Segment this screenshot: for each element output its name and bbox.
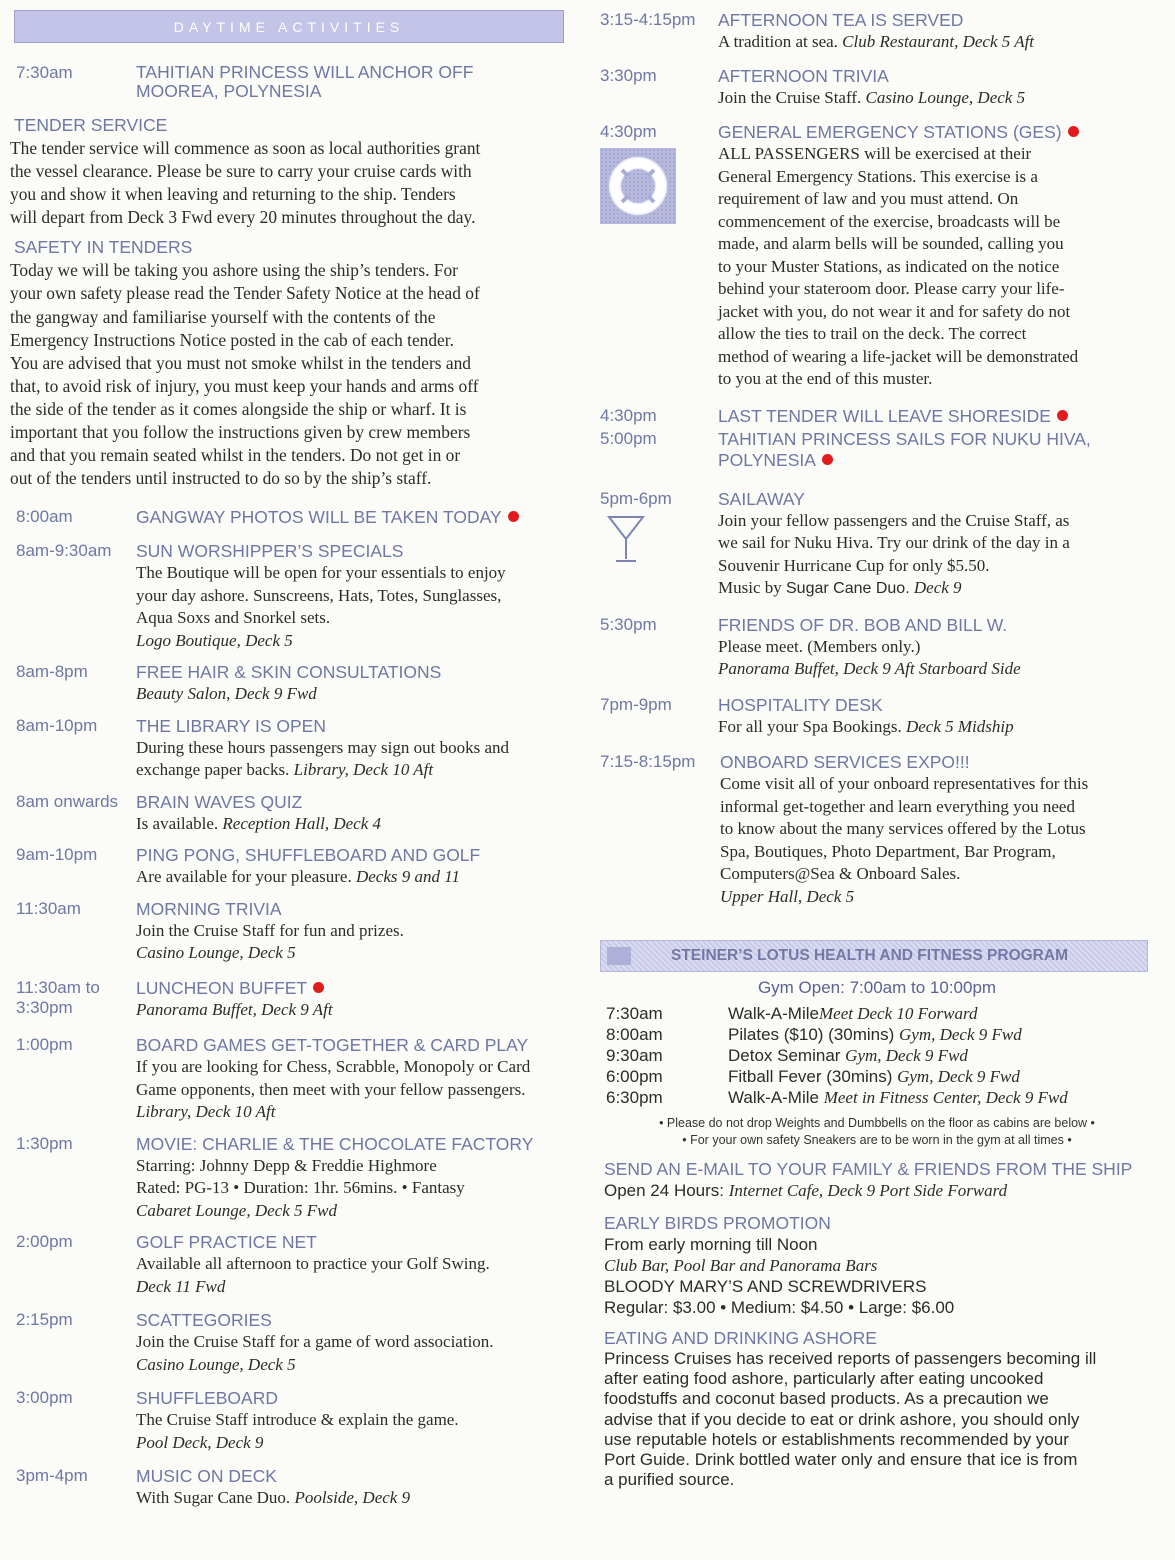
text-line: a purified source. (604, 1470, 735, 1490)
event-brain-waves (10, 792, 566, 836)
text-line: to know about the many services offered by the Lotus (720, 819, 1086, 838)
event-description: Please meet. (Members only.) (718, 636, 921, 656)
event-time: 8am onwards (16, 791, 119, 811)
event-morning-trivia (10, 899, 566, 965)
event-title: SUN WORSHIPPER’S SPECIALS (136, 541, 404, 562)
spa-logo-icon (607, 947, 631, 965)
event-title: SAILAWAY (718, 488, 805, 509)
text-line: requirement of law and you must attend. On (718, 189, 1019, 208)
text-line: Today we will be taking you ashore using the ship’s tenders. For (10, 260, 458, 281)
text-line: The tender service will commence as soon as local authorities grant (10, 138, 481, 158)
text-line: the gangway and familiarise yourself with the contents of the (10, 306, 436, 327)
text-line: Come visit all of your onboard representatives for this (720, 774, 1089, 793)
early-birds-location: Club Bar, Pool Bar and Panorama Bars (604, 1256, 878, 1275)
fitness-location: Meet Deck 10 Forward (818, 1004, 978, 1023)
event-time (10, 978, 136, 1022)
text-line: the side of the tender as it comes alongside the ship or wharf. It is (10, 398, 467, 419)
safety-tenders-heading: SAFETY IN TENDERS (14, 237, 193, 258)
event-time: 3:30pm (600, 65, 657, 85)
text-line: allow the ties to trail on the deck. The correct (718, 324, 1027, 343)
text-line: Emergency Instructions Notice posted in the cab of each tender. (10, 329, 454, 350)
event-title: LUNCHEON BUFFET (136, 977, 308, 998)
event-time-block (598, 122, 718, 391)
eating-ashore-text (604, 1349, 1156, 1490)
text-line: Join your fellow passengers and the Cruise Staff, as (718, 510, 1070, 530)
event-title: FREE HAIR & SKIN CONSULTATIONS (136, 662, 442, 683)
fitness-location: Gym, Deck 9 Fwd (899, 1025, 1022, 1044)
event-description (718, 510, 1156, 601)
event-board-games (10, 1035, 566, 1124)
event-luncheon-buffet (10, 978, 566, 1022)
red-dot-icon (1057, 410, 1068, 421)
event-description (718, 143, 1156, 391)
event-description: The Boutique will be open for your essentials to enjoy your day ashore. Sunscreens, Hats, Totes, Sunglasses, Aqua Soxs and Snorkel sets. (136, 563, 506, 628)
fitness-row (598, 1024, 1156, 1045)
event-time: 8:00am (16, 507, 73, 527)
text-line: method of wearing a life-jacket will be demonstrated (718, 346, 1079, 366)
text-line: General Emergency Stations. This exercise is a (718, 166, 1038, 186)
fitness-class: Walk-A-Mile (728, 1088, 819, 1107)
event-title: AFTERNOON TEA IS SERVED (718, 10, 964, 30)
safety-tenders-block (10, 237, 566, 490)
text-line: jacket with you, do not wear it and for safety do not (718, 301, 1071, 321)
text-line: commencement of the exercise, broadcasts will be (718, 211, 1061, 231)
event-time: 2:15pm (16, 1310, 73, 1330)
fitness-program-section (598, 940, 1156, 1149)
event-afternoon-tea (598, 10, 1156, 54)
fitness-location: Gym, Deck 9 Fwd (897, 1067, 1020, 1086)
event-title: GENERAL EMERGENCY STATIONS (GES) (718, 122, 1062, 142)
fitness-class: Detox Seminar (728, 1046, 841, 1065)
event-location: Pool Deck, Deck 9 (136, 1432, 264, 1452)
fitness-time: 7:30am (606, 1004, 663, 1023)
event-title: BRAIN WAVES QUIZ (136, 791, 303, 812)
event-description (720, 773, 1156, 908)
text-line: informal get-together and learn everything you need (720, 796, 1075, 816)
text-line: advise that if you decide to eat or drink ashore, you should only (604, 1409, 1080, 1429)
tender-service-text (10, 137, 566, 229)
fitness-class: Walk-A-Mile (728, 1004, 819, 1023)
event-title: ONBOARD SERVICES EXPO!!! (720, 752, 970, 772)
text-line: important that you follow the instructions given by crew members (10, 422, 471, 443)
event-description: Is available. (136, 813, 219, 833)
event-title-line: POLYNESIA (718, 449, 816, 470)
event-title: GOLF PRACTICE NET (136, 1232, 317, 1253)
event-title: LAST TENDER WILL LEAVE SHORESIDE (718, 405, 1051, 426)
event-services-expo (598, 752, 1156, 908)
email-section (604, 1159, 1156, 1201)
event-title: THE LIBRARY IS OPEN (136, 715, 326, 736)
event-location: Cabaret Lounge, Deck 5 Fwd (136, 1200, 337, 1220)
event-time: 5:30pm (600, 614, 657, 634)
text-line: Computers@Sea & Onboard Sales. (720, 864, 961, 883)
eating-ashore-title: EATING AND DRINKING ASHORE (604, 1328, 877, 1348)
event-time: 7:15-8:15pm (600, 752, 696, 771)
fitness-program-title: STEINER’S LOTUS HEALTH AND FITNESS PROGRAM (671, 947, 1068, 964)
event-title: SHUFFLEBOARD (136, 1388, 278, 1409)
event-time: 3:00pm (16, 1388, 73, 1408)
tender-service-heading: TENDER SERVICE (14, 115, 168, 135)
text-line: you and show it when leaving and returning to the ship. Tenders (10, 184, 456, 205)
fitness-row (598, 1087, 1156, 1108)
event-time: 5:00pm (600, 428, 657, 448)
event-hair-skin (10, 662, 566, 706)
event-title: SCATTEGORIES (136, 1310, 272, 1331)
event-location: Library, Deck 10 Aft (136, 1102, 276, 1122)
event-title-line: TAHITIAN PRINCESS WILL ANCHOR OFF (136, 62, 474, 82)
event-friends-meeting (598, 615, 1156, 681)
event-scattegories (10, 1310, 566, 1376)
event-title: GANGWAY PHOTOS WILL BE TAKEN TODAY (136, 507, 502, 528)
event-time: 9am-10pm (16, 845, 98, 865)
eating-ashore-section (604, 1328, 1156, 1490)
event-description: Join the Cruise Staff for fun and prizes. (136, 920, 404, 940)
fitness-time: 6:00pm (606, 1067, 663, 1086)
event-description: A tradition at sea. (718, 32, 838, 51)
red-dot-icon (508, 511, 519, 522)
event-sailaway (598, 489, 1156, 601)
event-time: 11:30am (16, 898, 81, 918)
text-line: use reputable hotels or establishments recommended by your (604, 1429, 1069, 1449)
event-time: 8am-10pm (16, 715, 98, 735)
fitness-extra: (30mins) (821, 1067, 898, 1086)
event-time: 8am-9:30am (16, 541, 112, 561)
fitness-row (598, 1066, 1156, 1087)
event-title (136, 63, 566, 101)
tender-service-block (10, 115, 566, 229)
text-line: we sail for Nuku Hiva. Try our drink of the day in a (718, 533, 1070, 552)
event-location: Club Restaurant, Deck 5 Aft (842, 32, 1035, 51)
event-title-line: TAHITIAN PRINCESS SAILS FOR NUKU HIVA, (718, 428, 1091, 449)
red-dot-icon (1068, 126, 1079, 137)
event-title: HOSPITALITY DESK (718, 694, 883, 715)
event-location: Logo Boutique, Deck 5 (136, 630, 293, 650)
event-time: 2:00pm (16, 1232, 73, 1252)
fitness-extra: (30mins) (823, 1025, 900, 1044)
text-line: You are advised that you must not smoke whilst in the tenders and (10, 352, 471, 373)
event-hospitality-desk (598, 695, 1156, 739)
text-line: Port Guide. Drink bottled water only and ensure that ice is from (604, 1450, 1078, 1470)
event-golf-net (10, 1232, 566, 1298)
event-description: Available all afternoon to practice your Golf Swing. (136, 1254, 490, 1274)
safety-tenders-text (10, 259, 566, 490)
fitness-location: Gym, Deck 9 Fwd (845, 1046, 968, 1065)
event-last-tender (598, 406, 1156, 427)
event-time-line: 3:30pm (16, 997, 73, 1017)
event-description: Starring: Johnny Depp & Freddie Highmore (136, 1155, 437, 1175)
early-birds-prices: Regular: $3.00 • Medium: $4.50 • Large: $6.00 (604, 1298, 955, 1317)
right-column (598, 10, 1156, 1490)
text-line: after eating food ashore, particularly after eating uncooked (604, 1369, 1044, 1389)
event-gangway-photos (10, 507, 566, 528)
email-title: SEND AN E-MAIL TO YOUR FAMILY & FRIENDS FROM THE SHIP (604, 1159, 1133, 1179)
event-location: Deck 5 Midship (905, 716, 1014, 736)
text-line: behind your stateroom door. Please carry your life- (718, 279, 1065, 298)
event-location: Library, Deck 10 Aft (293, 760, 434, 780)
event-music-on-deck (10, 1466, 566, 1510)
event-rating: Rated: PG-13 • Duration: 1hr. 56mins. • Fantasy (136, 1178, 465, 1198)
event-title: MOVIE: CHARLIE & THE CHOCOLATE FACTORY (136, 1133, 534, 1154)
text-line: your own safety please read the Tender Safety Notice at the head of (10, 283, 480, 304)
event-location: Panorama Buffet, Deck 9 Aft Starboard Side (718, 659, 1021, 678)
text-fragment: Music by (718, 578, 786, 597)
red-dot-icon (822, 454, 833, 465)
event-time: 1:30pm (16, 1133, 73, 1153)
event-time-line: 11:30am to (16, 977, 100, 997)
martini-glass-icon (606, 513, 646, 567)
red-dot-icon (313, 982, 324, 993)
event-description: If you are looking for Chess, Scrabble, Monopoly or Card Game opponents, then meet with your fellow passengers. (136, 1057, 531, 1099)
email-location: Internet Cafe, Deck 9 Port Side Forward (728, 1181, 1008, 1200)
event-location: Decks 9 and 11 (355, 867, 460, 887)
fitness-time: 8:00am (606, 1025, 663, 1044)
event-ship-sails (598, 429, 1156, 471)
fitness-class: Pilates ($10) (728, 1025, 824, 1044)
event-time: 3:15-4:15pm (600, 10, 696, 29)
event-time: 7:30am (16, 63, 73, 82)
event-location: Poolside, Deck 9 (294, 1488, 411, 1508)
left-column (10, 10, 566, 1510)
early-birds-hours: From early morning till Noon (604, 1235, 818, 1254)
daytime-activities-header: DAYTIME ACTIVITIES (14, 10, 564, 43)
text-line: the vessel clearance. Please be sure to carry your cruise cards with (10, 161, 472, 182)
early-birds-section (604, 1213, 1156, 1318)
event-location: Casino Lounge, Deck 5 (136, 1354, 296, 1374)
event-location: Deck 9 (913, 578, 962, 597)
event-time: 4:30pm (600, 122, 657, 141)
event-time: 5pm-6pm (600, 488, 672, 508)
fitness-row (598, 1003, 1156, 1024)
event-title-line: MOOREA, POLYNESIA (136, 81, 322, 101)
event-ping-pong (10, 845, 566, 889)
event-time-block (598, 489, 718, 601)
gym-note: • For your own safety Sneakers are to be worn in the gym at all times • (682, 1133, 1072, 1147)
event-sun-worshipper (10, 541, 566, 652)
event-location: Beauty Salon, Deck 9 Fwd (136, 684, 317, 704)
text-line: Spa, Boutiques, Photo Department, Bar Program, (720, 841, 1056, 861)
fitness-location: Meet in Fitness Center, Deck 9 Fwd (823, 1088, 1068, 1107)
event-time: 3pm-4pm (16, 1466, 88, 1486)
event-description: During these hours passengers may sign out books and exchange paper backs. (136, 737, 510, 780)
event-description: For all your Spa Bookings. (718, 716, 902, 736)
event-description: With Sugar Cane Duo. (136, 1488, 291, 1508)
text-line: will depart from Deck 3 Fwd every 20 minutes throughout the day. (10, 207, 476, 228)
fitness-class: Fitball Fever (728, 1067, 822, 1086)
event-afternoon-trivia (598, 66, 1156, 110)
fitness-time: 9:30am (606, 1046, 663, 1065)
event-title: BOARD GAMES GET-TOGETHER & CARD PLAY (136, 1035, 529, 1056)
event-shuffleboard (10, 1388, 566, 1454)
event-location: Casino Lounge, Deck 5 (865, 87, 1026, 107)
event-location: Panorama Buffet, Deck 9 Aft (136, 999, 333, 1019)
text-line: and that you remain seated whilst in the tenders. Do not get in or (10, 445, 461, 466)
fitness-program-header (600, 940, 1148, 972)
early-birds-drinks: BLOODY MARY’S AND SCREWDRIVERS (604, 1277, 927, 1296)
event-location: Deck 11 Fwd (136, 1276, 226, 1296)
early-birds-title: EARLY BIRDS PROMOTION (604, 1213, 831, 1233)
event-library (10, 716, 566, 782)
text-line: to you at the end of this muster. (718, 369, 933, 388)
event-description: The Cruise Staff introduce & explain the game. (136, 1410, 459, 1430)
performer-name: Sugar Cane Duo. (786, 580, 910, 597)
gym-hours: Gym Open: 7:00am to 10:00pm (757, 978, 997, 997)
event-anchor (10, 63, 566, 101)
event-title: MUSIC ON DECK (136, 1466, 277, 1487)
text-line: made, and alarm bells will be sounded, calling you (718, 234, 1064, 253)
text-line: to your Muster Stations, as indicated on the notice (718, 256, 1060, 276)
text-line: Souvenir Hurricane Cup for only $5.50. (718, 555, 990, 575)
event-location: Upper Hall, Deck 5 (720, 886, 855, 906)
event-title: FRIENDS OF DR. BOB AND BILL W. (718, 614, 1008, 635)
event-ges (598, 122, 1156, 391)
text-line: that, to avoid risk of injury, you must keep your hands and arms off (10, 375, 479, 396)
event-location: Casino Lounge, Deck 5 (136, 943, 296, 963)
event-description: Join the Cruise Staff for a game of word association. (136, 1332, 494, 1352)
text-line: ALL PASSENGERS will be exercised at their (718, 144, 1032, 163)
event-title: PING PONG, SHUFFLEBOARD AND GOLF (136, 845, 481, 866)
event-time: 1:00pm (16, 1035, 73, 1055)
event-title: AFTERNOON TRIVIA (718, 65, 889, 86)
event-time: 7pm-9pm (600, 694, 672, 714)
gym-note: • Please do not drop Weights and Dumbbells on the floor as cabins are below • (659, 1116, 1095, 1130)
event-time: 4:30pm (600, 405, 657, 425)
fitness-time: 6:30pm (606, 1088, 663, 1107)
event-description: Join the Cruise Staff. (718, 87, 862, 107)
event-location: Reception Hall, Deck 4 (222, 813, 381, 833)
event-title: MORNING TRIVIA (136, 898, 282, 919)
lifebuoy-icon (600, 148, 676, 224)
fitness-row (598, 1045, 1156, 1066)
email-hours: Open 24 Hours: (604, 1181, 729, 1200)
text-line: foodstuffs and coconut based products. As a precaution we (604, 1389, 1049, 1409)
event-description: Are available for your pleasure. (136, 867, 352, 887)
text-line: Princess Cruises has received reports of passengers becoming ill (604, 1349, 1097, 1368)
event-movie (10, 1134, 566, 1223)
text-line: out of the tenders until instructed to do so by the ship’s staff. (10, 468, 432, 489)
event-time: 8am-8pm (16, 662, 88, 682)
fitness-schedule (598, 1003, 1156, 1108)
